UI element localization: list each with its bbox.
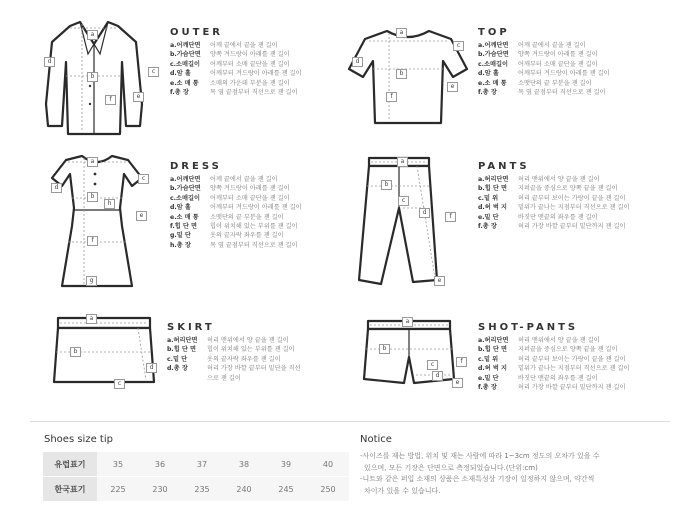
- measure-key: d.암 홀: [170, 204, 191, 212]
- measure-desc: 어깨 끝에서 끝을 잰 길이: [210, 176, 278, 183]
- tag-c: c: [148, 67, 159, 77]
- dress-title: DRESS: [170, 161, 222, 172]
- tag-b: b: [379, 344, 390, 354]
- measure-row: [167, 336, 301, 345]
- notice-line: 차이가 있을 수 있습니다.: [364, 486, 441, 495]
- measure-key: c.소매길이: [170, 60, 200, 68]
- tag-b: b: [381, 180, 392, 190]
- measure-desc: 어깨부터 겨드랑이 아래를 잰 길이: [210, 204, 302, 212]
- measure-key: d.허 벅 지: [478, 365, 508, 373]
- measure-row: [170, 88, 302, 97]
- measure-desc: 양쪽 겨드랑이 아래를 잰 길이: [210, 51, 290, 59]
- tag-g: g: [86, 276, 97, 286]
- shot-pants-rows: [478, 336, 629, 392]
- shot-pants-title: SHOT-PANTS: [478, 322, 579, 333]
- eu-size: 40: [307, 452, 349, 477]
- measure-key: f.총 장: [170, 89, 189, 97]
- measure-row: [170, 60, 302, 69]
- measure-row: [170, 184, 302, 193]
- tag-d: d: [419, 208, 430, 218]
- tag-f: f: [386, 92, 397, 102]
- kr-size: 245: [265, 477, 307, 502]
- measure-row: [478, 374, 629, 383]
- tag-a: a: [396, 28, 407, 38]
- measure-row: [170, 194, 302, 203]
- tag-b: b: [396, 69, 407, 79]
- measure-key: a.어깨단면: [478, 42, 509, 49]
- measure-row: [478, 69, 610, 78]
- tag-f: f: [105, 95, 116, 105]
- measure-row: [478, 213, 629, 222]
- measure-key: c.밑 위: [478, 194, 499, 202]
- measure-key: d.암 홀: [478, 70, 499, 78]
- tag-e: e: [452, 378, 463, 388]
- measure-key: c.소매길이: [170, 194, 200, 202]
- measure-key: b.가슴단면: [478, 51, 509, 59]
- tag-a: a: [397, 157, 408, 167]
- measure-key: a.어깨단면: [170, 42, 201, 49]
- measure-desc: 밑위가 끝나는 지점부터 직선으로 잰 길이: [518, 204, 630, 212]
- measure-desc: 허리 맨위에서 양 끝을 잰 길이: [518, 337, 600, 344]
- tag-b: b: [70, 347, 81, 357]
- measure-key: c.밑 위: [478, 355, 499, 363]
- measure-desc: 목 옆 끝점부터 직선으로 잰 길이: [210, 89, 298, 97]
- measure-desc: 허리 끝부터 보이는 가랑이 끝을 잰 길이: [518, 194, 626, 202]
- tag-f: f: [445, 212, 456, 222]
- notice-text: [360, 451, 660, 497]
- measure-desc: 허리 가장 바깥 끝부터 밑단까지 잰 길이: [518, 223, 626, 231]
- tag-a: a: [87, 157, 98, 167]
- measure-key: b.힙 단 면: [167, 346, 197, 354]
- measure-key: e.밑 단: [478, 374, 499, 382]
- outer-title: OUTER: [170, 27, 223, 38]
- tag-a: a: [402, 317, 413, 327]
- measure-desc: 허리 가장 바깥 끝부터 밑단을 직선: [207, 365, 301, 373]
- measure-row: [478, 194, 629, 203]
- tag-c: c: [398, 196, 409, 206]
- measure-key: a.허리단면: [478, 176, 509, 183]
- measure-row: [478, 60, 610, 69]
- measure-desc: 힙이 위치해 있는 부위를 잰 길이: [210, 223, 298, 231]
- measure-key: f.힙 단 면: [170, 223, 197, 231]
- measure-key: a.허리단면: [167, 337, 198, 344]
- measure-row: [170, 41, 302, 50]
- measure-row: [478, 88, 610, 97]
- measure-desc: 소맷단의 끝 부분을 잰 길이: [518, 79, 592, 87]
- measure-key: a.허리단면: [478, 337, 509, 344]
- measure-row: [167, 364, 301, 373]
- tag-c: c: [427, 360, 438, 370]
- tag-c: c: [114, 379, 125, 389]
- measure-row: [478, 345, 629, 354]
- outer-rows: [170, 41, 302, 97]
- table-row: [43, 452, 349, 477]
- tag-d: d: [432, 371, 443, 381]
- measure-desc: 어깨부터 겨드랑이 아래를 잰 길이: [210, 70, 302, 78]
- measure-desc: 허리 맨위에서 양 끝을 잰 길이: [518, 176, 600, 183]
- notice-line: -니트와 같은 퍼입 소재의 상품은 소재특성상 기장이 일정하지 않으며, 약간씩: [360, 475, 595, 483]
- table-row: [43, 477, 349, 502]
- measure-row: [478, 222, 629, 231]
- measure-key: e.소 매 통: [478, 79, 507, 87]
- measure-desc: 어깨 끝에서 끝을 잰 길이: [210, 42, 278, 49]
- measure-row: [478, 355, 629, 364]
- measure-key: b.가슴단면: [170, 51, 201, 59]
- kr-size: 240: [223, 477, 265, 502]
- measure-desc: 어깨부터 소매 끝단을 잰 길이: [210, 194, 290, 202]
- measure-desc: 어깨부터 소매 끝단을 잰 길이: [518, 60, 598, 68]
- measure-key: h.총 장: [170, 241, 191, 249]
- measure-row: [170, 203, 302, 212]
- measure-desc: 으로 잰 길이: [207, 374, 241, 382]
- tag-c: c: [453, 41, 464, 51]
- kr-size: 235: [181, 477, 223, 502]
- measure-row: [167, 345, 301, 354]
- tag-e: e: [133, 92, 144, 102]
- measure-row: [478, 203, 629, 212]
- measure-key: b.힙 단 면: [478, 185, 508, 193]
- measure-desc: 소매의 가운데 부분을 잰 길이: [210, 79, 290, 87]
- measure-key: e.소 매 통: [170, 79, 199, 87]
- tag-b: b: [87, 72, 98, 82]
- tag-e: e: [447, 82, 458, 92]
- tag-d: d: [44, 57, 55, 67]
- dress-illustration: [44, 152, 154, 290]
- pants-title: PANTS: [478, 161, 530, 172]
- measure-desc: 양쪽 겨드랑이 아래를 잰 길이: [210, 185, 290, 193]
- tag-b: b: [87, 192, 98, 202]
- measure-desc: 힙이 위치해 있는 부위를 잰 길이: [207, 346, 295, 354]
- measure-key: d.허 벅 지: [478, 204, 508, 212]
- measure-row: [170, 69, 302, 78]
- kr-size: 250: [307, 477, 349, 502]
- measure-desc: 옷의 끝자락 좌우를 잰 길이: [207, 355, 281, 363]
- measure-key: g.밑 단: [170, 232, 191, 240]
- measure-key: d.암 홀: [170, 70, 191, 78]
- measure-key: e.밑 단: [478, 213, 499, 221]
- measure-desc: 밑위가 끝나는 지점부터 직선으로 잰 길이: [518, 365, 630, 373]
- measure-row: [170, 50, 302, 59]
- kr-size: 225: [97, 477, 139, 502]
- tag-d: d: [146, 363, 157, 373]
- tag-a: a: [87, 30, 98, 40]
- measure-desc: 지퍼끝을 중심으로 양쪽 끝을 잰 길이: [518, 185, 618, 193]
- measure-row: [478, 364, 629, 373]
- kr-size: 230: [139, 477, 181, 502]
- measure-key: f.총 장: [478, 89, 497, 97]
- tag-a: a: [86, 314, 97, 324]
- measure-row: [170, 241, 302, 250]
- row-label-eu: 유럽표기: [43, 452, 97, 477]
- measure-row: [478, 383, 629, 392]
- tag-d: d: [51, 183, 62, 193]
- measure-desc: 목 옆 끝점부터 직선으로 잰 길이: [518, 89, 606, 97]
- measure-row: [478, 50, 610, 59]
- notice-line: -사이즈를 재는 방법, 위치 및 재는 사람에 따라 1~3cm 정도의 오차가 있을 수: [360, 452, 600, 460]
- outer-illustration: [40, 14, 160, 139]
- tag-e: e: [434, 276, 445, 286]
- measure-row: [478, 79, 610, 88]
- measure-key: c.밑 단: [167, 355, 188, 363]
- skirt-rows: [167, 336, 301, 383]
- notice-title: Notice: [360, 434, 392, 445]
- measure-row: [170, 79, 302, 88]
- measure-row: [170, 231, 302, 240]
- tag-d: d: [352, 57, 363, 67]
- eu-size: 38: [223, 452, 265, 477]
- measure-desc: 어깨부터 소매 끝단을 잰 길이: [210, 60, 290, 68]
- tag-h: h: [104, 199, 115, 209]
- shoes-size-table: [43, 452, 349, 502]
- measure-key: d.총 장: [167, 365, 188, 373]
- measure-key: [167, 374, 207, 383]
- measure-desc: 바짓단 맨끝의 좌우를 잰 길이: [518, 374, 598, 382]
- divider: [30, 421, 670, 422]
- tag-f: f: [87, 236, 98, 246]
- measure-desc: 허리 가장 바깥 끝부터 밑단까지 잰 길이: [518, 384, 626, 392]
- measure-row: [167, 374, 301, 383]
- measure-desc: 목 옆 끝점부터 직선으로 잰 길이: [210, 241, 298, 249]
- measure-row: [478, 41, 610, 50]
- measure-desc: 바짓단 맨끝의 좌우를 잰 길이: [518, 213, 598, 221]
- top-rows: [478, 41, 610, 97]
- measure-row: [170, 222, 302, 231]
- measure-desc: 지퍼끝을 중심으로 양쪽 끝을 잰 길이: [518, 346, 618, 354]
- tag-e: e: [136, 211, 147, 221]
- measure-key: b.가슴단면: [170, 185, 201, 193]
- measure-row: [170, 175, 302, 184]
- row-label-kr: 한국표기: [43, 477, 97, 502]
- measure-desc: 양쪽 겨드랑이 아래를 잰 길이: [518, 51, 598, 59]
- measure-desc: 허리 맨위에서 양 끝을 잰 길이: [207, 337, 289, 344]
- top-illustration: [345, 25, 470, 125]
- top-title: TOP: [478, 27, 510, 38]
- measure-key: c.소매길이: [478, 60, 508, 68]
- measure-key: b.힙 단 면: [478, 346, 508, 354]
- notice-line: 있으며, 모든 기장은 단면으로 측정되었습니다.(단위:cm): [364, 463, 538, 472]
- measure-key: a.어깨단면: [170, 176, 201, 183]
- eu-size: 35: [97, 452, 139, 477]
- measure-key: f.총 장: [478, 223, 497, 231]
- measure-row: [170, 213, 302, 222]
- measure-desc: 어깨 끝에서 끝을 잰 길이: [518, 42, 586, 49]
- eu-size: 36: [139, 452, 181, 477]
- pants-illustration: [355, 152, 450, 290]
- measure-desc: 옷의 끝자락 좌우를 잰 길이: [210, 232, 284, 240]
- measure-row: [167, 355, 301, 364]
- skirt-illustration: [50, 312, 160, 387]
- dress-rows: [170, 175, 302, 250]
- skirt-title: SKIRT: [167, 322, 215, 333]
- shoes-size-title: Shoes size tip: [44, 434, 113, 445]
- tag-f: f: [456, 357, 467, 367]
- measure-desc: 어깨부터 겨드랑이 아래를 잰 길이: [518, 70, 610, 78]
- eu-size: 39: [265, 452, 307, 477]
- tag-c: c: [138, 174, 149, 184]
- measure-key: e.소 매 통: [170, 213, 199, 221]
- measure-row: [478, 184, 629, 193]
- measure-desc: 허리 끝부터 보이는 가랑이 끝을 잰 길이: [518, 355, 626, 363]
- measure-row: [478, 175, 629, 184]
- pants-rows: [478, 175, 629, 231]
- eu-size: 37: [181, 452, 223, 477]
- measure-desc: 소맷단의 끝 부분을 잰 길이: [210, 213, 284, 221]
- measure-row: [478, 336, 629, 345]
- measure-key: f.총 장: [478, 384, 497, 392]
